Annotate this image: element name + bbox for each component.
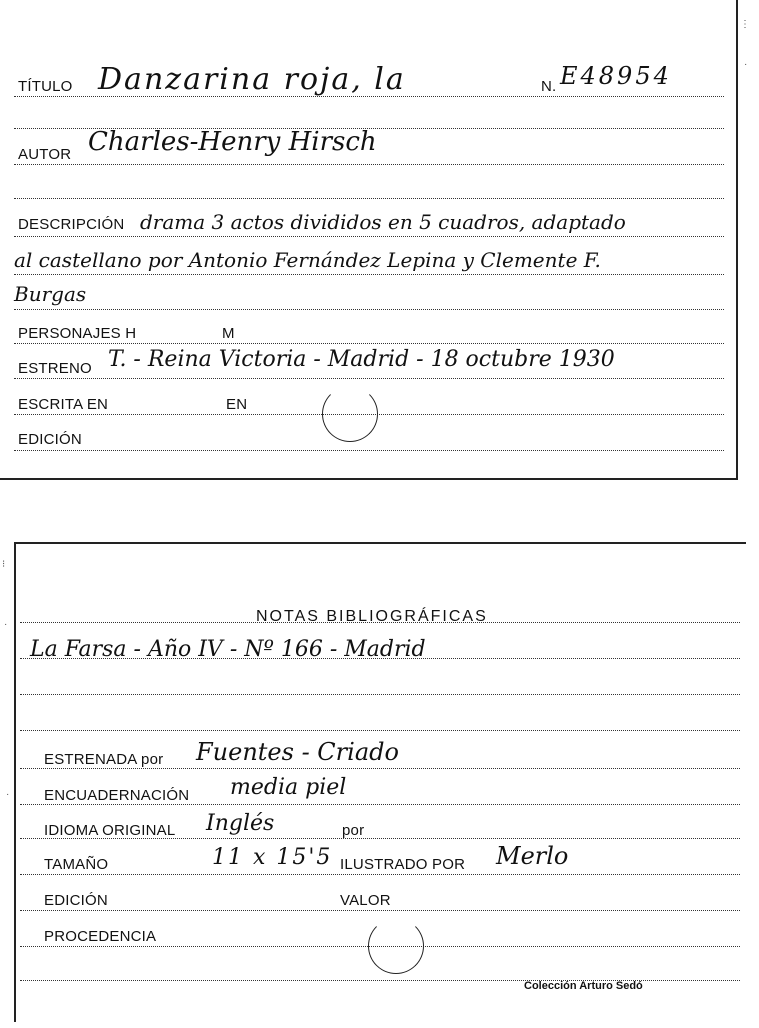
autor-label: AUTOR (18, 146, 72, 163)
punch-hole-icon (368, 918, 424, 974)
titulo-label: TÍTULO (18, 78, 73, 95)
rule-line (20, 768, 740, 769)
rule-line (14, 343, 724, 344)
encuadernacion-label: ENCUADERNACIÓN (44, 787, 190, 804)
ilustrado-value: Merlo (496, 842, 569, 870)
scan-speck: · (744, 59, 748, 70)
edicion-label: EDICIÓN (18, 431, 82, 448)
scan-speck: ⁝ (2, 559, 6, 570)
titulo-value: Danzarina roja, la (98, 62, 406, 97)
rule-line (20, 730, 740, 731)
autor-value: Charles-Henry Hirsch (88, 127, 377, 157)
notas-line-1: La Farsa - Año IV - Nº 166 - Madrid (30, 637, 426, 662)
rule-line (14, 164, 724, 165)
personajes-label: PERSONAJES H (18, 325, 137, 342)
valor-label: VALOR (340, 892, 391, 909)
rule-line (14, 198, 724, 199)
scan-speck: · (6, 789, 10, 800)
rule-line (14, 378, 724, 379)
escrita-label: ESCRITA EN (18, 396, 109, 413)
rule-line (20, 910, 740, 911)
estreno-label: ESTRENO (18, 360, 92, 377)
tamano-value: 11 x 15'5 (212, 845, 333, 870)
notas-heading: NOTAS BIBLIOGRÁFICAS (256, 608, 488, 625)
descripcion-line-1: drama 3 actos divididos en 5 cuadros, adaptado (140, 210, 626, 234)
rule-line (20, 874, 740, 875)
idioma-label: IDIOMA ORIGINAL (44, 822, 176, 839)
rule-line (14, 309, 724, 310)
procedencia-label: PROCEDENCIA (44, 928, 157, 945)
descripcion-line-2: al castellano por Antonio Fernández Lepina y Clemente F. (14, 248, 601, 272)
ilustrado-label: ILUSTRADO POR (340, 856, 466, 873)
scan-speck: · (4, 619, 8, 630)
rule-line (14, 236, 724, 237)
estrenada-label: ESTRENADA por (44, 751, 164, 768)
coleccion-note: Colección Arturo Sedó (524, 980, 643, 992)
descripcion-label: DESCRIPCIÓN (18, 216, 125, 233)
encuadernacion-value: media piel (230, 775, 347, 800)
scan-speck: ⋮ (740, 19, 750, 30)
rule-line (20, 804, 740, 805)
idioma-por-label: por (342, 822, 365, 839)
catalog-card-back (14, 542, 746, 1022)
tamano-label: TAMAÑO (44, 856, 109, 873)
rule-line (20, 694, 740, 695)
edicion-back-label: EDICIÓN (44, 892, 108, 909)
numero-label: N. (541, 78, 557, 95)
descripcion-line-3: Burgas (14, 282, 87, 306)
punch-hole-icon (322, 386, 378, 442)
rule-line (14, 450, 724, 451)
numero-value: E48954 (560, 62, 672, 90)
catalog-card-front (0, 0, 738, 480)
estrenada-value: Fuentes - Criado (196, 738, 399, 766)
rule-line (14, 274, 724, 275)
personajes-m-label: M (222, 325, 235, 342)
estreno-value: T. - Reina Victoria - Madrid - 18 octubre 1930 (108, 347, 615, 372)
escrita-en-label: EN (226, 396, 248, 413)
idioma-value: Inglés (206, 811, 275, 836)
